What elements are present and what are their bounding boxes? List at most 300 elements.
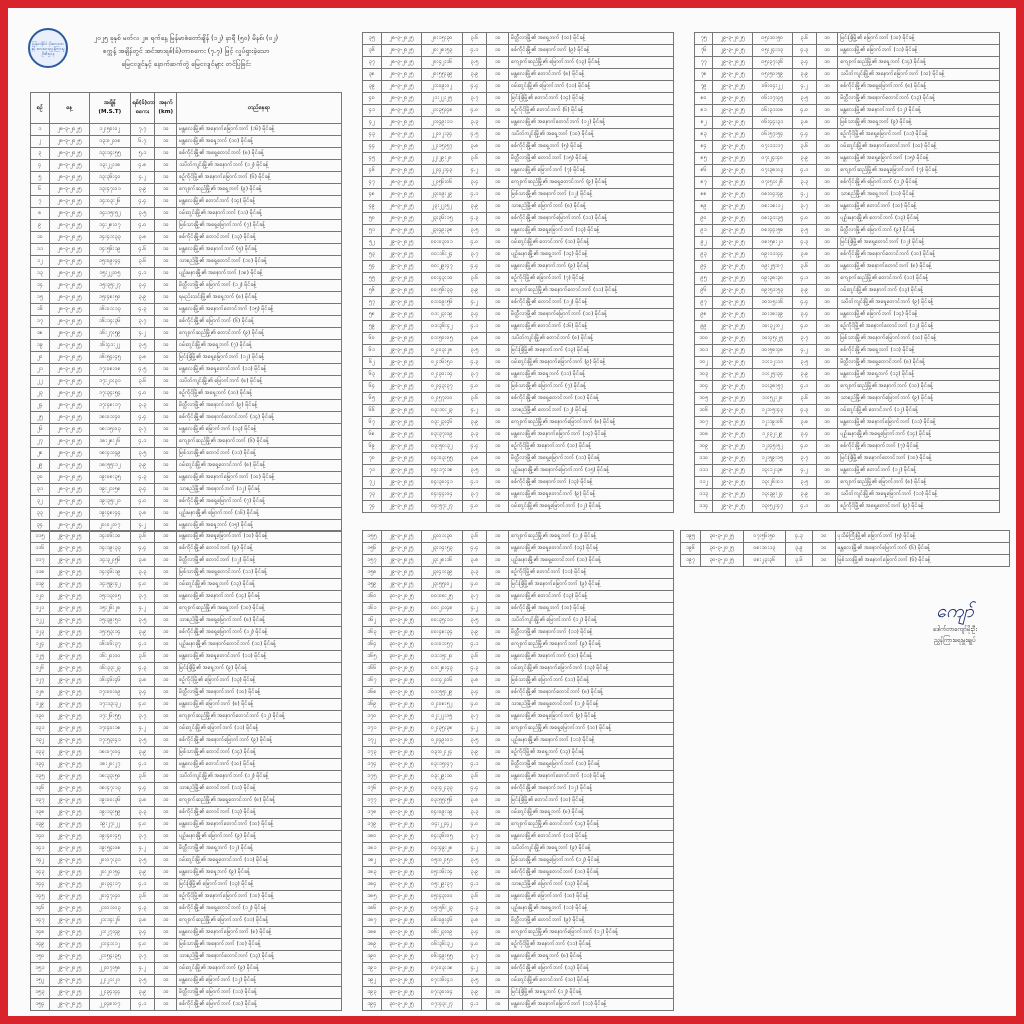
row-date: ၃၀-၃-၂၀၂၅ (381, 735, 421, 747)
row-location: ဝမ်းတွင်းမြို့၏ အရှေ့ဘက် (၈) မိုင်ခန့် (509, 807, 674, 819)
table-panel-5 (362, 530, 674, 1007)
row-time: ၀၁:၅၅:၂၉ (422, 687, 462, 699)
row-number: ၁၁၇ (31, 555, 50, 567)
row-location: မန္တလေးမြို့၏ အနောက်ဘက် (၉) မိုင်ခန့် (509, 261, 674, 273)
row-magnitude: ၃.၄ (792, 57, 816, 69)
row-magnitude: ၃.၃ (462, 429, 487, 441)
row-time: ၀၇:၄၃:၂၇ (422, 999, 462, 1011)
row-location: သာစည်မြို့၏ တောင်ဘက် (၁၂) မိုင်ခန့် (509, 405, 674, 417)
row-magnitude: ၄.၃ (462, 903, 487, 915)
row-date: ၃၀-၃-၂၀၂၅ (381, 951, 421, 963)
table-row (31, 292, 342, 304)
table-row (31, 448, 342, 460)
row-magnitude: ၄.၅ (462, 129, 487, 141)
row-location: ကျောက်ဆည်မြို့၏ အနောက်တောင်ဘက် (၁၁) မိုင်ခန့် (509, 285, 674, 297)
table-row (363, 285, 674, 297)
row-date: ၃၀-၃-၂၀၂၅ (700, 555, 743, 567)
row-magnitude: ၄.၄ (792, 129, 816, 141)
row-time: ၀၂:၁၆:၅၁ (422, 357, 462, 369)
row-depth: ၁၀ (816, 465, 837, 477)
table-row (363, 927, 674, 939)
row-date: ၂၈-၃-၂၀၂၅ (49, 316, 89, 328)
table-row (363, 987, 674, 999)
row-depth: ၁၀ (816, 369, 837, 381)
row-magnitude: ၃.၅ (130, 975, 155, 987)
row-magnitude: ၃.၉ (786, 543, 812, 555)
row-number: ၂၂ (31, 376, 50, 388)
row-time: ၁၇:၀၀:၀၉ (90, 687, 130, 699)
row-time: ၀၆:၄၉:၅၅ (422, 951, 462, 963)
table-panel-1 (30, 30, 342, 528)
table-row (363, 141, 674, 153)
row-date: ၂၉-၃-၂၀၂၅ (381, 321, 421, 333)
row-number: ၂၁ (31, 364, 50, 376)
row-time: ၀၈:၄၄:၅၈ (752, 225, 792, 237)
row-magnitude: ၃.၈ (462, 141, 487, 153)
row-date: ၂၉-၃-၂၀၂၅ (381, 345, 421, 357)
table-row (695, 189, 1000, 201)
row-magnitude: ၃.၃ (130, 807, 155, 819)
row-time: ၁၅:၂၂:၀၅ (90, 268, 130, 280)
row-magnitude: ၃.၈ (130, 508, 155, 520)
row-number: ၅ (31, 172, 50, 184)
row-number: ၁၃ (31, 268, 50, 280)
row-date: ၃၀-၃-၂၀၂၅ (381, 819, 421, 831)
row-time: ၁၇:၀၈:၀၈ (90, 364, 130, 376)
table-row (363, 663, 674, 675)
row-time: ၀၈:၀၄:၄၉ (752, 189, 792, 201)
row-depth: ၁၀ (487, 285, 509, 297)
row-number: ၇၂ (363, 477, 382, 489)
table-row (695, 117, 1000, 129)
row-time: ၀၉:၁၁:၄၄ (752, 249, 792, 261)
row-number: ၂၀ (31, 352, 50, 364)
row-time: ၀၀:၁၆:၂၄ (422, 249, 462, 261)
table-row (363, 759, 674, 771)
row-date: ၂၉-၃-၂၀၂၅ (49, 927, 89, 939)
row-date: ၂၉-၃-၂၀၂၅ (381, 477, 421, 489)
row-magnitude: ၃.၄ (130, 484, 155, 496)
row-time: ၀၄:၄၉:၂၈ (422, 843, 462, 855)
table-row (363, 429, 674, 441)
row-number: ၆၉ (363, 441, 382, 453)
row-magnitude: ၃.၅ (792, 477, 816, 489)
row-date: ၂၈-၃-၂၀၂၅ (381, 117, 421, 129)
row-depth: ၁၀ (155, 256, 177, 268)
row-date: ၂၉-၃-၂၀၂၅ (49, 603, 89, 615)
row-time: ၀၄:၅၇:၂၇ (422, 501, 462, 513)
row-magnitude: ၄.၀ (130, 579, 155, 591)
row-date: ၃၀-၃-၂၀၂၅ (381, 927, 421, 939)
row-time: ၁၇:၂၆:၅၅ (90, 711, 130, 723)
row-magnitude: ၃.၆ (462, 531, 487, 543)
row-depth: ၁၀ (155, 879, 177, 891)
table-row (363, 441, 674, 453)
table-row (31, 184, 342, 196)
row-magnitude: ၃.၅ (130, 855, 155, 867)
row-number: ၈ (31, 208, 50, 220)
row-number: ၁၄၀ (31, 831, 50, 843)
table-row (31, 975, 342, 987)
row-number: ၁၃၃ (31, 747, 50, 759)
table-row (31, 615, 342, 627)
row-date: ၂၉-၃-၂၀၂၅ (381, 555, 421, 567)
row-time: ၁၃:၃၆:၄၀ (90, 172, 130, 184)
row-magnitude: ၄.၃ (130, 903, 155, 915)
row-magnitude: ၄.၁ (792, 273, 816, 285)
row-date: ၂၉-၃-၂၀၂၅ (381, 309, 421, 321)
table-row (363, 33, 674, 45)
table-row (31, 831, 342, 843)
row-date: ၂၈-၃-၂၀၂၅ (49, 268, 89, 280)
signatory-title: ညွှန်ကြားရေးမှူးချုပ် (934, 637, 976, 644)
row-time: ၀၃:၅၀:၃၂ (422, 441, 462, 453)
earthquake-table-5 (362, 530, 674, 1011)
row-depth: ၁၀ (816, 141, 837, 153)
table-row (695, 345, 1000, 357)
row-date: ၃၀-၃-၂၀၂၅ (381, 843, 421, 855)
row-number: ၈၈ (695, 189, 713, 201)
row-time: ၀၄:၀၉:၁၉ (422, 807, 462, 819)
row-number: ၁၀ (31, 232, 50, 244)
row-time: ၀၅:၅၀:၅၉ (752, 69, 792, 81)
table-row (363, 261, 674, 273)
table-panel-3 (694, 32, 1000, 509)
row-location: မန္တလေးမြို့၏ အရှေ့ဘက် (၁၀) မိုင်ခန့် (177, 136, 342, 148)
row-location: မြစ်သားမြို့၏ အရှေ့ဘက် (၉) မိုင်ခန့် (838, 117, 1000, 129)
row-depth: ၁၀ (155, 747, 177, 759)
row-time: ၀၀:၂၁:၄၈ (422, 603, 462, 615)
row-time: ၁၉:၁၃:၅၉ (90, 807, 130, 819)
row-time: ၁၅:၅၃:၁၄ (90, 627, 130, 639)
row-time: ၀၂:၅၇:၀၀ (422, 393, 462, 405)
table-row (31, 723, 342, 735)
row-date: ၂၉-၃-၂၀၂၅ (713, 453, 753, 465)
row-location: ဝမ်းတွင်းမြို့၏ အနောက်ဘက် (၉) မိုင်ခန့် (177, 963, 342, 975)
row-location: မြင်းခြံမြို့၏ အရှေ့ဘက် (၉) မိုင်ခန့် (177, 663, 342, 675)
row-depth: ၁၀ (487, 297, 509, 309)
row-magnitude: ၃.၆ (130, 256, 155, 268)
row-depth: ၁၀ (155, 160, 177, 172)
table-row (363, 321, 674, 333)
row-location: ပုသိမ်ကြီးမြို့၏ မြောက်ဘက် (၅) မိုင်ခန့် (835, 531, 1009, 543)
row-number: ၁၈၆ (363, 903, 382, 915)
table-row (363, 831, 674, 843)
row-number: ၁၁ (31, 244, 50, 256)
row-date: ၂၈-၃-၂၀၂၅ (49, 220, 89, 232)
row-location: မြင်းခြံမြို့၏ တောင်ဘက် (၁၄) မိုင်ခန့် (509, 93, 674, 105)
row-date: ၃၀-၃-၂၀၂၅ (381, 795, 421, 807)
row-location: ပျဉ်းမနားမြို့၏ တောင်ဘက် (၁၃) မိုင်ခန့် (838, 213, 1000, 225)
row-date: ၃၀-၃-၂၀၂၅ (381, 963, 421, 975)
table-row (363, 819, 674, 831)
row-date: ၂၉-၃-၂၀၂၅ (49, 771, 89, 783)
row-depth: ၁၀ (155, 328, 177, 340)
row-location: သပိတ်ကျင်းမြို့၏ အနောက်ဘက် (၁၂) မိုင်ခန့် (177, 160, 342, 172)
row-location: ပျဉ်းမနားမြို့၏ အရှေ့တောင်ဘက် (၁၀) မိုင်ခန့် (509, 555, 674, 567)
row-magnitude: ၃.၇ (792, 333, 816, 345)
row-depth: ၁၀ (155, 567, 177, 579)
row-location: ပျဉ်းမနားမြို့၏ အရှေ့မြောက်ဘက် (၁၄) မိုင်ခန့် (838, 429, 1000, 441)
row-magnitude: ၄.၁ (792, 165, 816, 177)
row-magnitude: ၃.၉ (462, 747, 487, 759)
table-row (363, 309, 674, 321)
row-time: ၀၆:၅၇:၅၄ (752, 129, 792, 141)
table-row (31, 508, 342, 520)
row-depth: ၁၀ (155, 555, 177, 567)
row-number: ၁၃၂ (31, 735, 50, 747)
row-time: ၁၃:၀၂:၀၈ (90, 136, 130, 148)
row-magnitude: ၃.၄ (130, 687, 155, 699)
row-time: ၁၈:၂၈:၂၆ (90, 436, 130, 448)
row-date: ၂၉-၃-၂၀၂၅ (49, 543, 89, 555)
row-magnitude: ၃.၅ (462, 345, 487, 357)
row-time: ၁၆:၂၇:၅၉ (90, 328, 130, 340)
row-number: ၁၁၂ (695, 477, 713, 489)
row-magnitude: ၄.၄ (462, 81, 487, 93)
row-date: ၂၉-၃-၂၀၂၅ (49, 735, 89, 747)
row-number: ၁၁၀ (695, 453, 713, 465)
table-row (31, 316, 342, 328)
row-magnitude: ၃.၇ (462, 93, 487, 105)
row-time: ၂၃:၃၆:၁၅ (422, 213, 462, 225)
row-magnitude: ၃.၆ (130, 891, 155, 903)
row-location: သာစည်မြို့၏ မြောက်ဘက် (၁၃) မိုင်ခန့် (509, 879, 674, 891)
row-time: ၀၁:၀၉:၅၆ (422, 297, 462, 309)
row-location: မန္တလေးမြို့၏ အနောက်မြောက်ဘက် (၁၁) မိုင်ခန့် (509, 999, 674, 1011)
row-number: ၁၉၂ (363, 975, 382, 987)
table-row (31, 436, 342, 448)
row-depth: ၁၀ (155, 496, 177, 508)
row-number: ၁၅၅ (363, 531, 382, 543)
row-magnitude: ၄.၅ (130, 364, 155, 376)
row-location: ပျဉ်းမနားမြို့၏ အနောက်ဘက် (၁၁) မိုင်ခန့် (509, 735, 674, 747)
row-number: ၁၃၈ (31, 807, 50, 819)
row-date: ၂၉-၃-၂၀၂၅ (381, 249, 421, 261)
row-date: ၂၉-၃-၂၀၂၅ (381, 393, 421, 405)
row-number: ၁၀၅ (695, 393, 713, 405)
row-location: ကျောက်ဆည်မြို့၏ အနောက်ဘက် (၉) မိုင်ခန့် (509, 639, 674, 651)
table-row (695, 357, 1000, 369)
signature-mark: ကျော် (936, 601, 974, 622)
row-location: ကျောက်ဆည်မြို့၏ အရှေ့တောင်ဘက် (၉) မိုင်ခန့် (509, 177, 674, 189)
row-date: ၂၉-၃-၂၀၂၅ (49, 867, 89, 879)
row-date: ၂၉-၃-၂၀၂၅ (713, 381, 753, 393)
table-row (363, 651, 674, 663)
row-depth: ၁၀ (816, 321, 837, 333)
table-row (363, 417, 674, 429)
row-location: စစ်ကိုင်းမြို့၏ အရှေ့တောင်ဘက် (၁၀) မိုင်ခန့် (509, 867, 674, 879)
row-location: မန္တလေးမြို့၏ တောင်ဘက် (၁၄) မိုင်ခန့် (177, 196, 342, 208)
row-magnitude: ၄.၁ (130, 436, 155, 448)
row-location: မိတ္ထီလာမြို့၏ တောင်ဘက် (၁၅) မိုင်ခန့် (509, 153, 674, 165)
row-location: စစ်ကိုင်းမြို့၏ အနောက်ဘက် (၁၃) မိုင်ခန့် (509, 477, 674, 489)
column-header: ရစ်(ခ်)တာ စကေး (130, 93, 155, 124)
row-time: ၁၈:၁၅:၀၃ (90, 424, 130, 436)
table-row (695, 309, 1000, 321)
row-date: ၃၀-၃-၂၀၂၅ (381, 759, 421, 771)
row-number: ၂၇ (31, 436, 50, 448)
row-date: ၂၈-၃-၂၀၂၅ (49, 232, 89, 244)
row-magnitude: ၃.၆ (130, 531, 155, 543)
row-location: ကျောက်ဆည်မြို့၏ အရှေ့ဘက် (၁၀) မိုင်ခန့် (177, 603, 342, 615)
row-location: မိတ္ထီလာမြို့၏ မြောက်ဘက် (၉) မိုင်ခန့် (838, 225, 1000, 237)
row-number: ၁၇၂ (363, 735, 382, 747)
row-depth: ၁၀ (155, 508, 177, 520)
column-header: အနက် (km) (155, 93, 177, 124)
row-location: ဝမ်းတွင်းမြို့၏ အရှေ့တောင်ဘက် (၈) မိုင်ခန့် (177, 460, 342, 472)
row-location: စစ်ကိုင်းမြို့၏ အနောက်ဘက် (၇) မိုင်ခန့် (838, 441, 1000, 453)
row-time: ၂၂:၄၂:၄၃ (422, 165, 462, 177)
row-number: ၃၇ (363, 57, 382, 69)
table-row (31, 891, 342, 903)
row-depth: ၁၀ (816, 165, 837, 177)
row-date: ၂၈-၃-၂၀၂၅ (49, 352, 89, 364)
table-row (31, 484, 342, 496)
row-location: စစ်ကိုင်းမြို့၏ မြောက်ဘက် (၁၀) မိုင်ခန့် (177, 999, 342, 1011)
row-date: ၂၉-၃-၂၀၂၅ (381, 465, 421, 477)
row-number: ၄၄ (363, 141, 382, 153)
row-date: ၂၈-၃-၂၀၂၅ (49, 388, 89, 400)
table-row (695, 57, 1000, 69)
row-date: ၂၈-၃-၂၀၂၅ (49, 472, 89, 484)
row-depth: ၁၀ (487, 915, 509, 927)
row-depth: ၁၀ (816, 129, 837, 141)
row-location: သာစည်မြို့၏ အရှေ့တောင်ဘက် (၁၀) မိုင်ခန့် (177, 256, 342, 268)
table-row (695, 213, 1000, 225)
row-date: ၂၈-၃-၂၀၂၅ (49, 424, 89, 436)
row-depth: ၁၀ (155, 184, 177, 196)
row-location: ဝမ်းတွင်းမြို့၏ အနောက်တောင်ဘက် (၁၀) မိုင်ခန့် (838, 141, 1000, 153)
row-magnitude: ၃.၄ (130, 280, 155, 292)
row-magnitude: ၃.၇ (462, 711, 487, 723)
table-row (363, 393, 674, 405)
row-number: ၉၅ (695, 273, 713, 285)
row-location: မန္တလေးမြို့၏ တောင်ဘက် (၈) မိုင်ခန့် (509, 69, 674, 81)
row-number: ၄၀ (363, 93, 382, 105)
row-time: ၀၂:၃၀:၁၄ (422, 369, 462, 381)
row-depth: ၁၀ (155, 903, 177, 915)
row-depth: ၁၀ (155, 484, 177, 496)
row-magnitude: ၃.၅ (462, 975, 487, 987)
row-location: စစ်ကိုင်းမြို့၏ တောင်ဘက် (၁၃) မိုင်ခန့် (177, 807, 342, 819)
row-date: ၃၀-၃-၂၀၂၅ (381, 711, 421, 723)
row-number: ၁၇၅ (363, 771, 382, 783)
table-row (31, 244, 342, 256)
row-date: ၂၉-၃-၂၀၂၅ (49, 975, 89, 987)
row-number: ၈၃ (695, 129, 713, 141)
row-depth: ၁၀ (155, 771, 177, 783)
row-location: မန္တလေးမြို့၏ အရှေ့ဘက် (၈) မိုင်ခန့် (509, 951, 674, 963)
row-location: သပိတ်ကျင်းမြို့၏ မြောက်ဘက် (၈) မိုင်ခန့် (177, 376, 342, 388)
row-time: ၁၄:၅၆:၁၉ (90, 244, 130, 256)
row-date: ၂၈-၃-၂၀၂၅ (49, 328, 89, 340)
row-location: သပိတ်ကျင်းမြို့၏ တောင်ဘက် (၈) မိုင်ခန့် (509, 333, 674, 345)
row-time: ၁၇:၅၃:၄၁ (90, 735, 130, 747)
row-date: ၂၈-၃-၂၀၂၅ (49, 412, 89, 424)
earthquake-table-6 (680, 530, 1010, 567)
row-time: ၀၃:၁၅:၄၇ (422, 759, 462, 771)
row-number: ၅၁ (363, 225, 382, 237)
row-number: ၁၆ (31, 304, 50, 316)
row-time: ၁၄:၀၆:၁၀ (90, 531, 130, 543)
table-row (31, 951, 342, 963)
row-number: ၁၂၅ (31, 651, 50, 663)
row-depth: ၁၀ (487, 711, 509, 723)
table-row (363, 93, 674, 105)
table-row (363, 903, 674, 915)
row-depth: ၁၀ (155, 663, 177, 675)
row-date: ၂၈-၃-၂၀၂၅ (49, 124, 89, 136)
row-number: ၁၀၂ (695, 357, 713, 369)
row-time: ၁၁:၁၂:၁၁ (752, 357, 792, 369)
row-number: ၁၇၉ (363, 819, 382, 831)
row-depth: ၁၀ (155, 831, 177, 843)
row-time: ၀၂:၀၃:၂၈ (422, 345, 462, 357)
row-depth: ၁၀ (487, 675, 509, 687)
table-row (31, 939, 342, 951)
row-magnitude: ၄.၂ (130, 172, 155, 184)
row-date: ၂၉-၃-၂၀၂၅ (49, 819, 89, 831)
row-magnitude: ၃.၆ (462, 33, 487, 45)
row-date: ၂၈-၃-၂၀၂၅ (49, 496, 89, 508)
row-depth: ၁၀ (816, 105, 837, 117)
row-depth: ၁၀ (816, 93, 837, 105)
row-depth: ၁၀ (487, 807, 509, 819)
row-depth: ၁၀ (487, 81, 509, 93)
row-date: ၂၉-၃-၂၀၂၅ (713, 153, 753, 165)
row-time: ၁၄:၅၉:၄၂ (90, 579, 130, 591)
row-number: ၈၂ (695, 117, 713, 129)
row-number: ၉၂ (695, 237, 713, 249)
row-location: ပျဉ်းမနားမြို့၏ အရှေ့ဘက် (၁၁) မိုင်ခန့် (509, 903, 674, 915)
row-depth: ၁၀ (487, 891, 509, 903)
row-time: ၀၃:၃၇:၀၉ (422, 429, 462, 441)
header-line-3: မြေငလျင်နှင့် နောက်ဆက်တွဲ မြေငလျင်များ တင်ပြခြင်း (121, 60, 251, 68)
row-magnitude: ၄.၀ (792, 321, 816, 333)
row-time: ၀၆:၁၇:၄၅ (752, 93, 792, 105)
table-row (31, 855, 342, 867)
row-depth: ၁၀ (487, 531, 509, 543)
table-row (31, 783, 342, 795)
row-location: စစ်ကိုင်းမြို့၏ အနောက်မြောက်ဘက် (၉) မိုင်ခန့် (177, 735, 342, 747)
row-location: မိတ္ထီလာမြို့၏ အရှေ့တောင်ဘက် (၈) မိုင်ခန့် (838, 357, 1000, 369)
row-depth: ၁၀ (816, 309, 837, 321)
row-time: ၀၁:၃၆:၄၂ (422, 321, 462, 333)
row-magnitude: ၃.၅ (462, 735, 487, 747)
row-number: ၅၂ (363, 237, 382, 249)
row-magnitude: ၄.၄ (130, 783, 155, 795)
row-time: ၂၀:၂၈:၅၃ (422, 45, 462, 57)
row-number: ၁၂၄ (31, 639, 50, 651)
row-depth: ၁၀ (487, 273, 509, 285)
row-depth: ၁၀ (155, 651, 177, 663)
row-number: ၁၀၆ (695, 405, 713, 417)
row-location: မိတ္ထီလာမြို့၏ အနောက်ဘက် (၉) မိုင်ခန့် (177, 400, 342, 412)
row-magnitude: ၃.၈ (792, 117, 816, 129)
table-row (363, 555, 674, 567)
row-location: စဉ့်ကိုင်မြို့၏ အနောက်မြောက်ဘက် (၆) မိုင်ခန့် (177, 172, 342, 184)
earthquake-table-2 (362, 32, 674, 513)
row-magnitude: ၃.၅ (462, 57, 487, 69)
row-location: မန္တလေးမြို့၏ မြောက်ဘက် (၁၃) မိုင်ခန့် (177, 424, 342, 436)
row-time: ၂၁:၄၉:၁၁ (422, 117, 462, 129)
row-time: ၂၂:၅၆:၀၆ (422, 177, 462, 189)
row-magnitude: ၃.၅ (462, 855, 487, 867)
row-date: ၂၉-၃-၂၀၂၅ (381, 357, 421, 369)
table-row (31, 663, 342, 675)
table-row (31, 963, 342, 975)
